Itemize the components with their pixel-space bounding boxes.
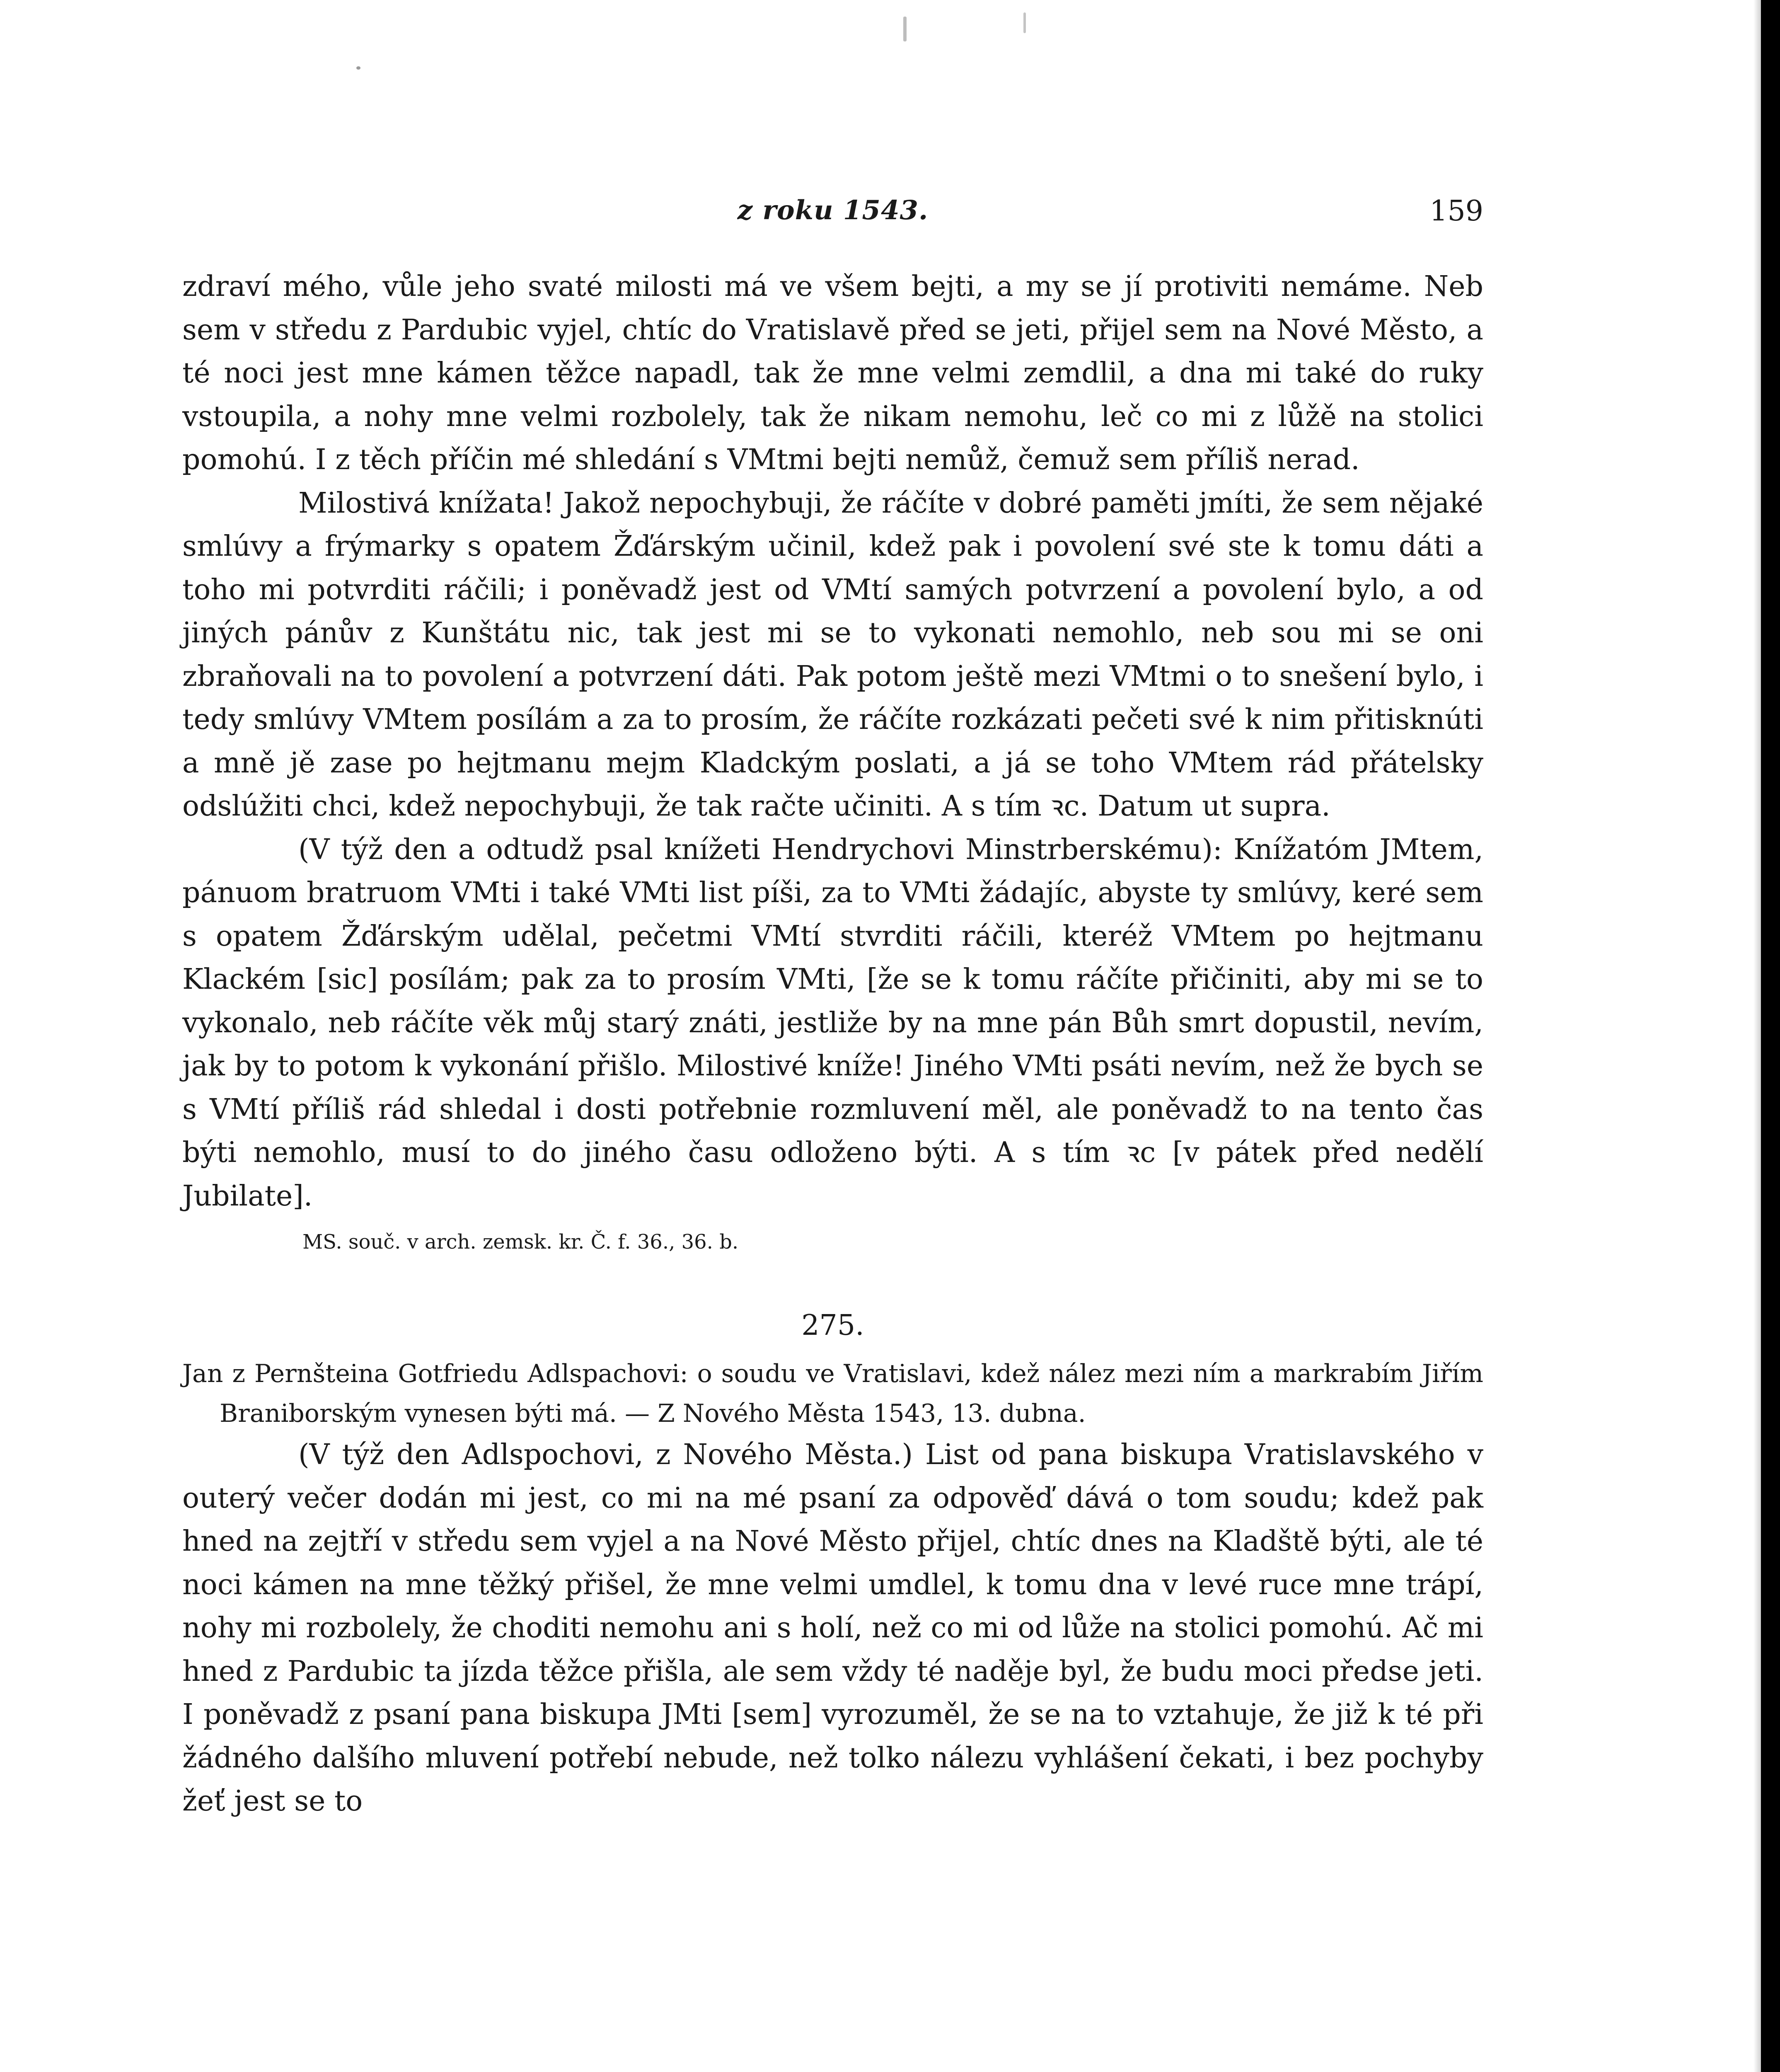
paragraph: (V týž den Adlspochovi, z Nového Města.) List od pana biskupa Vratislavského v outerý večer dodán mi jest, co mi na mé psaní za odpověď dává o tom soudu; kdež pak hned na zejtří v středu sem vyjel a na Nové Město přijel, chtíc dnes na Kladště býti, ale té noci kámen na mne těžký přišel, že mne velmi umdlel, k tomu dna v levé ruce mne trápí, nohy mi rozbolely, že choditi nemohu ani s holí, než co mi od lůže na stolici pomohú. Ač mi hned z Pardubic ta jízda těžce přišla, ale sem vždy té naděje byl, že budu moci předse jeti. I poněvadž z psaní pana biskupa JMti [sem] vyrozuměl, že se na to vztahuje, že již k té při žádného dalšího mluvení potřebí nebude, než tolko nálezu vyhlášení čekati, i bez pochyby žeť jest se to	[182, 1438, 1483, 1818]
page-header	[182, 195, 1483, 244]
paper-speck	[903, 17, 907, 41]
running-head: z roku 1543.	[737, 195, 929, 226]
page-edge-shadow	[1753, 0, 1761, 2072]
paper-speck	[1023, 12, 1026, 33]
body-text	[182, 265, 1483, 1823]
paragraph: zdraví mého, vůle jeho svaté milosti má ve všem bejti, a my se jí protiviti nemáme. Neb sem v středu z Pardubic vyjel, chtíc do Vratislavě před se jeti, přijel sem na Nové Město, a té noci jest mne kámen těžce napadl, tak že mne velmi zemdlil, a dna mi také do ruky vstoupila, a nohy mne velmi rozbolely, tak že nikam nemohu, leč co mi z lůžě na stolici pomohú. I z těch příčin mé shledání s VMtmi bejti nemůž, čemuž sem příliš nerad.	[182, 270, 1483, 476]
document-regest: Jan z Pernšteina Gotfriedu Adlspachovi: o soudu ve Vratislavi, kdež nález mezi ním a markrabím Jiřím Braniborským vynesen býti má. — Z Nového Města 1543, 13. dubna.	[182, 1359, 1483, 1428]
document-number: 275.	[801, 1309, 864, 1342]
paper-speck	[356, 66, 360, 70]
paragraph: Milostivá knížata! Jakož nepochybuji, že ráčíte v dobré paměti jmíti, že sem nějaké smlúvy a frýmarky s opatem Žďárským učinil, kdež pak i povolení své ste k tomu dáti a toho mi potvrditi ráčili; i poněvadž jest od VMtí samých potvrzení a povolení bylo, a od jiných pánův z Kunštátu nic, tak jest mi se to vykonati nemohlo, neb sou mi se oni zbraňovali na to povolení a potvrzení dáti. Pak potom ještě mezi VMtmi o to snešení bylo, i tedy smlúvy VMtem posílám a za to prosím, že ráčíte rozkázati pečeti své k nim přitisknúti a mně jě zase po hejtmanu mejm Kladckým poslati, a já se toho VMtem rád přátelsky odslúžiti chci, kdež nepochybuji, že tak račte učiniti. A s tím ꝛc. Datum ut supra.	[182, 487, 1483, 823]
page-number: 159	[1429, 195, 1483, 228]
source-note: MS. souč. v arch. zemsk. kr. Č. f. 36., 36. b.	[302, 1230, 739, 1254]
paragraph: (V týž den a odtudž psal knížeti Hendrychovi Minstrberskému): Knížatóm JMtem, pánuom bratruom VMti i také VMti list píši, za to VMti žádajíc, abyste ty smlúvy, keré sem s opatem Žďárským udělal, pečetmi VMtí stvrditi ráčili, kteréž VMtem po hejtmanu Klackém [sic] posílám; pak za to prosím VMti, [že se k tomu ráčíte přičiniti, aby mi se to vykonalo, neb ráčíte věk můj starý znáti, jestliže by na mne pán Bůh smrt dopustil, nevím, jak by to potom k vykonání přišlo. Milostivé kníže! Jiného VMti psáti nevím, než že bych se s VMtí příliš rád shledal i dosti potřebnie rozmluvení měl, ale poněvadž to na tento čas býti nemohlo, musí to do jiného času odloženo býti. A s tím ꝛc [v pátek před nedělí Jubilate].	[182, 833, 1483, 1213]
